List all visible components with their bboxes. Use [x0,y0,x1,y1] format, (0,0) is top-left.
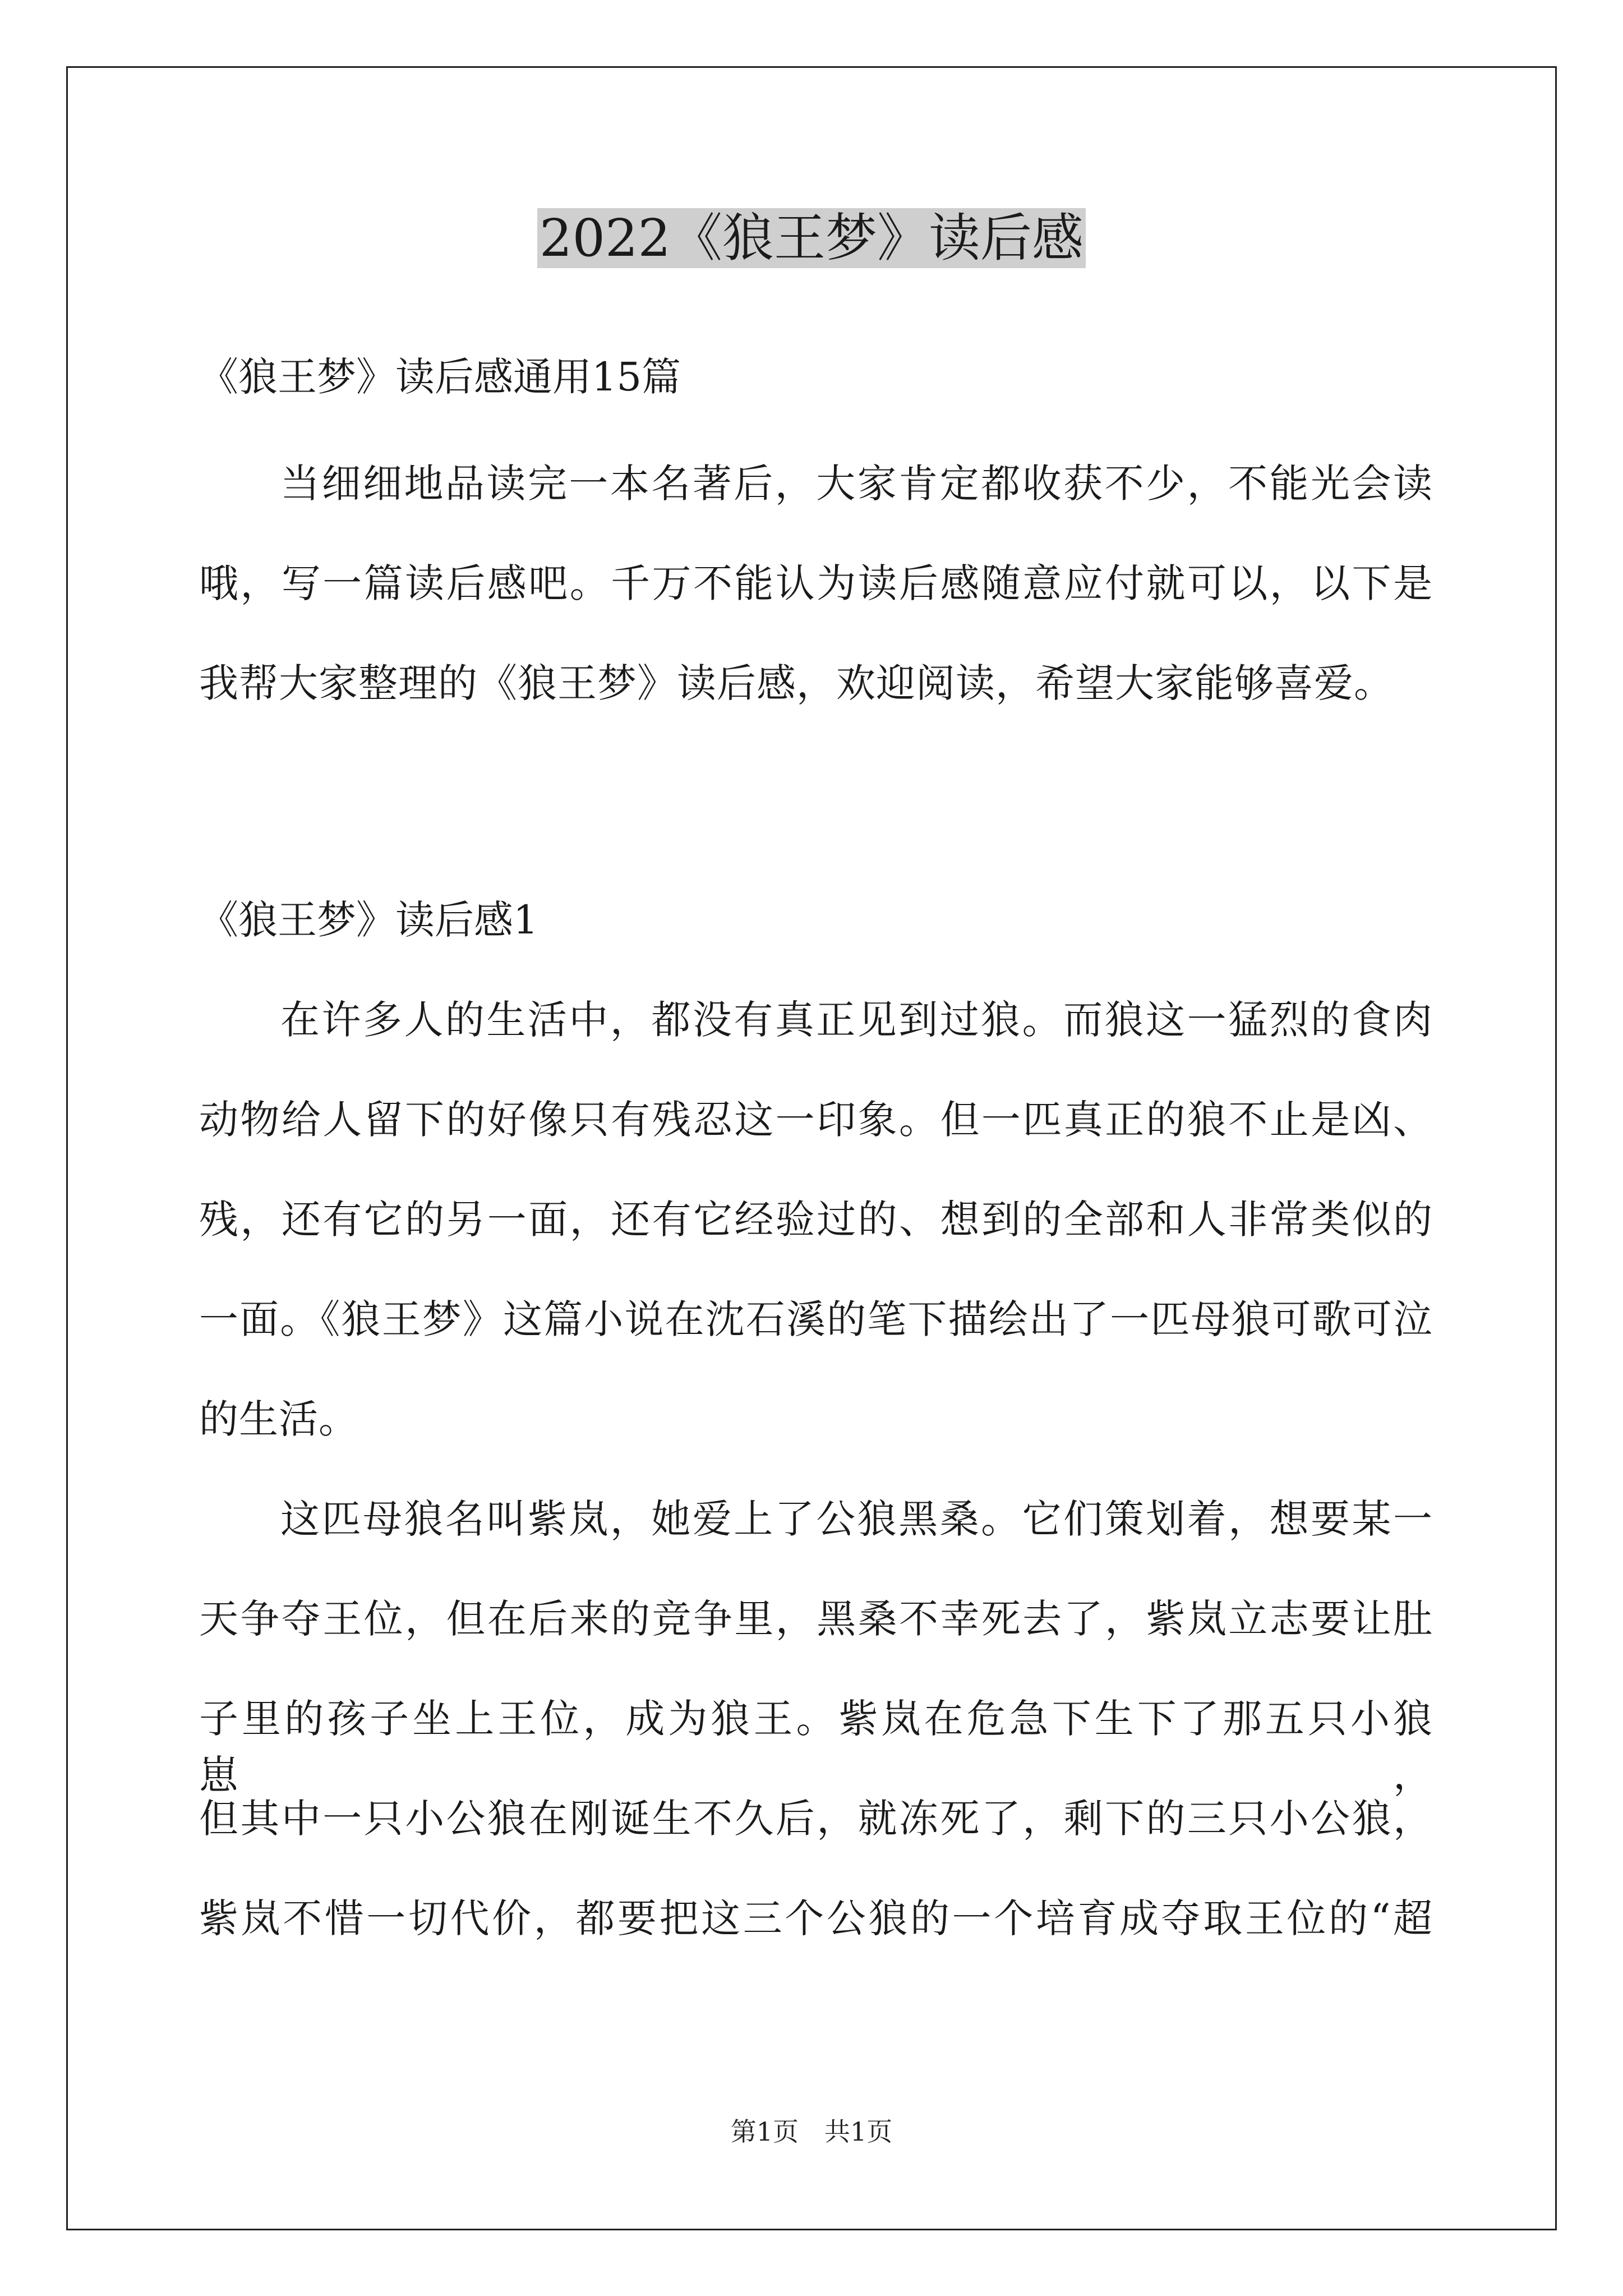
intro-line-2: 哦，写一篇读后感吧。千万不能认为读后感随意应付就可以，以下是 [199,560,1433,606]
para2-line-4: 但其中一只小公狼在刚诞生不久后，就冻死了，剩下的三只小公狼， [199,1796,1433,1842]
para2-line-1: 这匹母狼名叫紫岚，她爱上了公狼黑桑。它们策划着，想要某一 [280,1496,1433,1542]
para2-line-3: 子里的孩子坐上王位，成为狼王。紫岚在危急下生下了那五只小狼崽， [199,1696,1433,1798]
page-number-footer: 第1页 共1页 [730,2116,893,2147]
para1-line-2: 动物给人留下的好像只有残忍这一印象。但一匹真正的狼不止是凶、 [199,1097,1433,1143]
para2-line-5: 紫岚不惜一切代价，都要把这三个公狼的一个培育成夺取王位的“超 [199,1895,1433,1941]
section-heading: 《狼王梦》读后感1 [199,897,538,943]
para1-line-3: 残，还有它的另一面，还有它经验过的、想到的全部和人非常类似的 [199,1197,1433,1243]
document-title [0,196,1623,280]
document-title-text: 2022《狼王梦》读后感 [537,208,1086,268]
para1-line-5: 的生活。 [199,1396,358,1442]
document-subtitle: 《狼王梦》读后感通用15篇 [199,354,681,400]
intro-line-1: 当细细地品读完一本名著后，大家肯定都收获不少，不能光会读 [280,461,1433,507]
para1-line-1: 在许多人的生活中，都没有真正见到过狼。而狼这一猛烈的食肉 [280,997,1433,1043]
intro-line-3: 我帮大家整理的《狼王梦》读后感，欢迎阅读，希望大家能够喜爱。 [199,660,1394,706]
para1-line-4: 一面。《狼王梦》这篇小说在沈石溪的笔下描绘出了一匹母狼可歌可泣 [199,1296,1433,1342]
para2-line-2: 天争夺王位，但在后来的竞争里，黑桑不幸死去了，紫岚立志要让肚 [199,1596,1433,1642]
